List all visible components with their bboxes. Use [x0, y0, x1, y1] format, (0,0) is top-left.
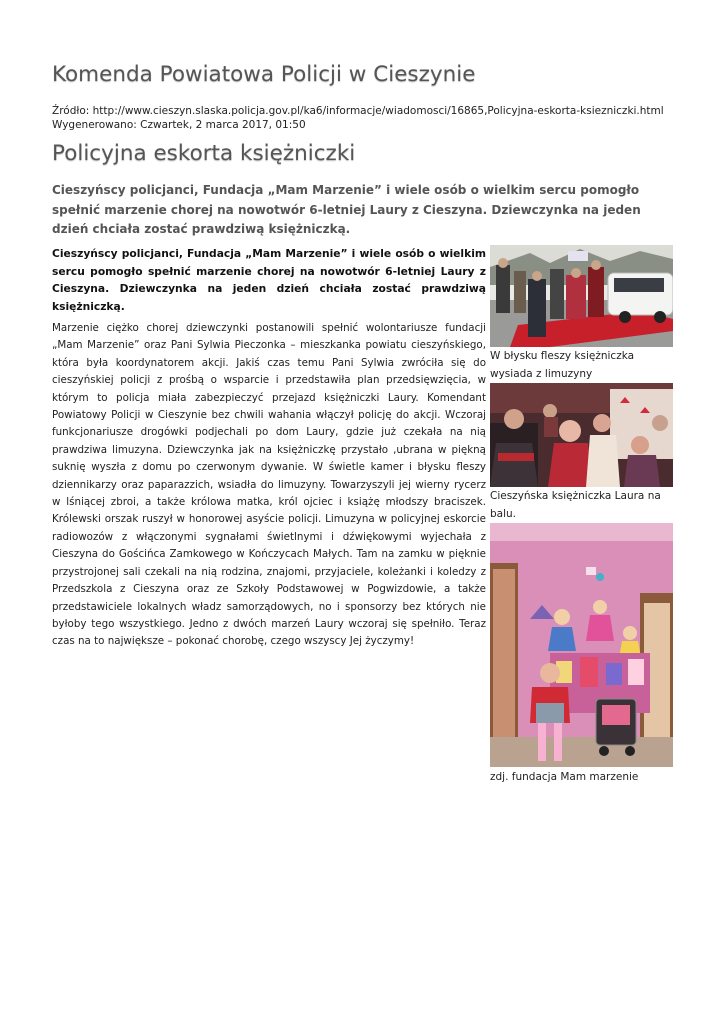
document-meta: [52, 104, 664, 132]
photo-caption-ball: Cieszyńska księżniczka Laura na balu.: [490, 490, 661, 520]
princess-ball-icon: [490, 383, 673, 487]
limousine-red-carpet-icon: [490, 245, 673, 347]
photo-ball: [490, 383, 673, 487]
generated-date: Wygenerowano: Czwartek, 2 marca 2017, 01:50: [52, 119, 306, 131]
photo-pink-room: [490, 523, 673, 767]
girl-pink-room-icon: [490, 523, 673, 767]
article-title: Policyjna eskorta księżniczki: [52, 141, 356, 166]
photo-caption-limousine: W błysku fleszy księżniczka wysiada z limuzyny: [490, 350, 635, 380]
article-intro: Cieszyńscy policjanci, Fundacja „Mam Marzenie” i wiele osób o wielkim sercu pomogło spełnić marzenie chorej na nowotwór 6-letniej Laury z Cieszyna. Dziewczynka na jeden dzień chciała zostać prawdziwą księżniczką.: [52, 247, 486, 313]
photo-limousine: [490, 245, 673, 347]
source-url[interactable]: Źródło: http://www.cieszyn.slaska.policja.gov.pl/ka6/informacje/wiadomosci/16865,Policyjna-eskorta-ksiezniczki.html: [52, 105, 664, 117]
site-title: Komenda Powiatowa Policji w Cieszynie: [52, 62, 476, 87]
article-body: Marzenie ciężko chorej dziewczynki postanowili spełnić wolontariusze fundacji „Mam Marzenie” oraz Pani Sylwia Pieczonka – mieszkanka powiatu cieszyńskiego, która była koordynatorem akcji. Jakiś czas temu Pani Sylwia zwróciła się do cieszyńskiej policji z prośbą o wsparcie i przedstawiła plan przedsięwzięcia, w którym to policja miała zabezpieczyć przejazd księżniczki Laury. Komendant Powiatowy Policji w Cieszynie bez chwili wahania włączył policję do akcji. Wczoraj funkcjonariusze drogówki podjechali po dom Laury, gdzie już czekała na nią prawdziwa limuzyna. Dziewczynka jak na księżniczkę przystało ,ubrana w piękną suknię wyszła z domu po czerwonym dywanie. W świetle kamer i błysku fleszy dziennikarzy oraz paparazzich, wsiadła do limuzyny. Towarzyszyli jej wierny rycerz w lśniącej zbroi, a także królowa matka, król ojciec i książę młodszy braciszek. Królewski orszak ruszył w honorowej asyście policji. Limuzyna w policyjnej eskorcie radiowozów z włączonymi sygnałami świetlnymi i dźwiękowymi wyjechała z Cieszyna do Gościńca Zamkowego w Kończycach Małych. Tam na zamku w pięknie przystrojonej sali czekali na nią rodzina, znajomi, przyjaciele, koleżanki i koledzy z Przedszkola z Cieszyna oraz ze Szkoły Podstawowej w Pogwizdowie, a także przedstawiciele lokalnych władz samorządowych, no i sponsorzy bez których nie byłoby tego wszystkiego. Jedno z dwóch marzeń Laury wczoraj się spełniło. Teraz czas na to największe – pokonać chorobę, czego wszyscy Jej życzymy!: [52, 322, 486, 648]
article-lead: Cieszyńscy policjanci, Fundacja „Mam Marzenie” i wiele osób o wielkim sercu pomogło spełnić marzenie chorej na nowotwór 6-letniej Laury z Cieszyna. Dziewczynka na jeden dzień chciała zostać prawdziwą księżniczką.: [52, 183, 641, 236]
photo-caption-credit: zdj. fundacja Mam marzenie: [490, 771, 639, 783]
